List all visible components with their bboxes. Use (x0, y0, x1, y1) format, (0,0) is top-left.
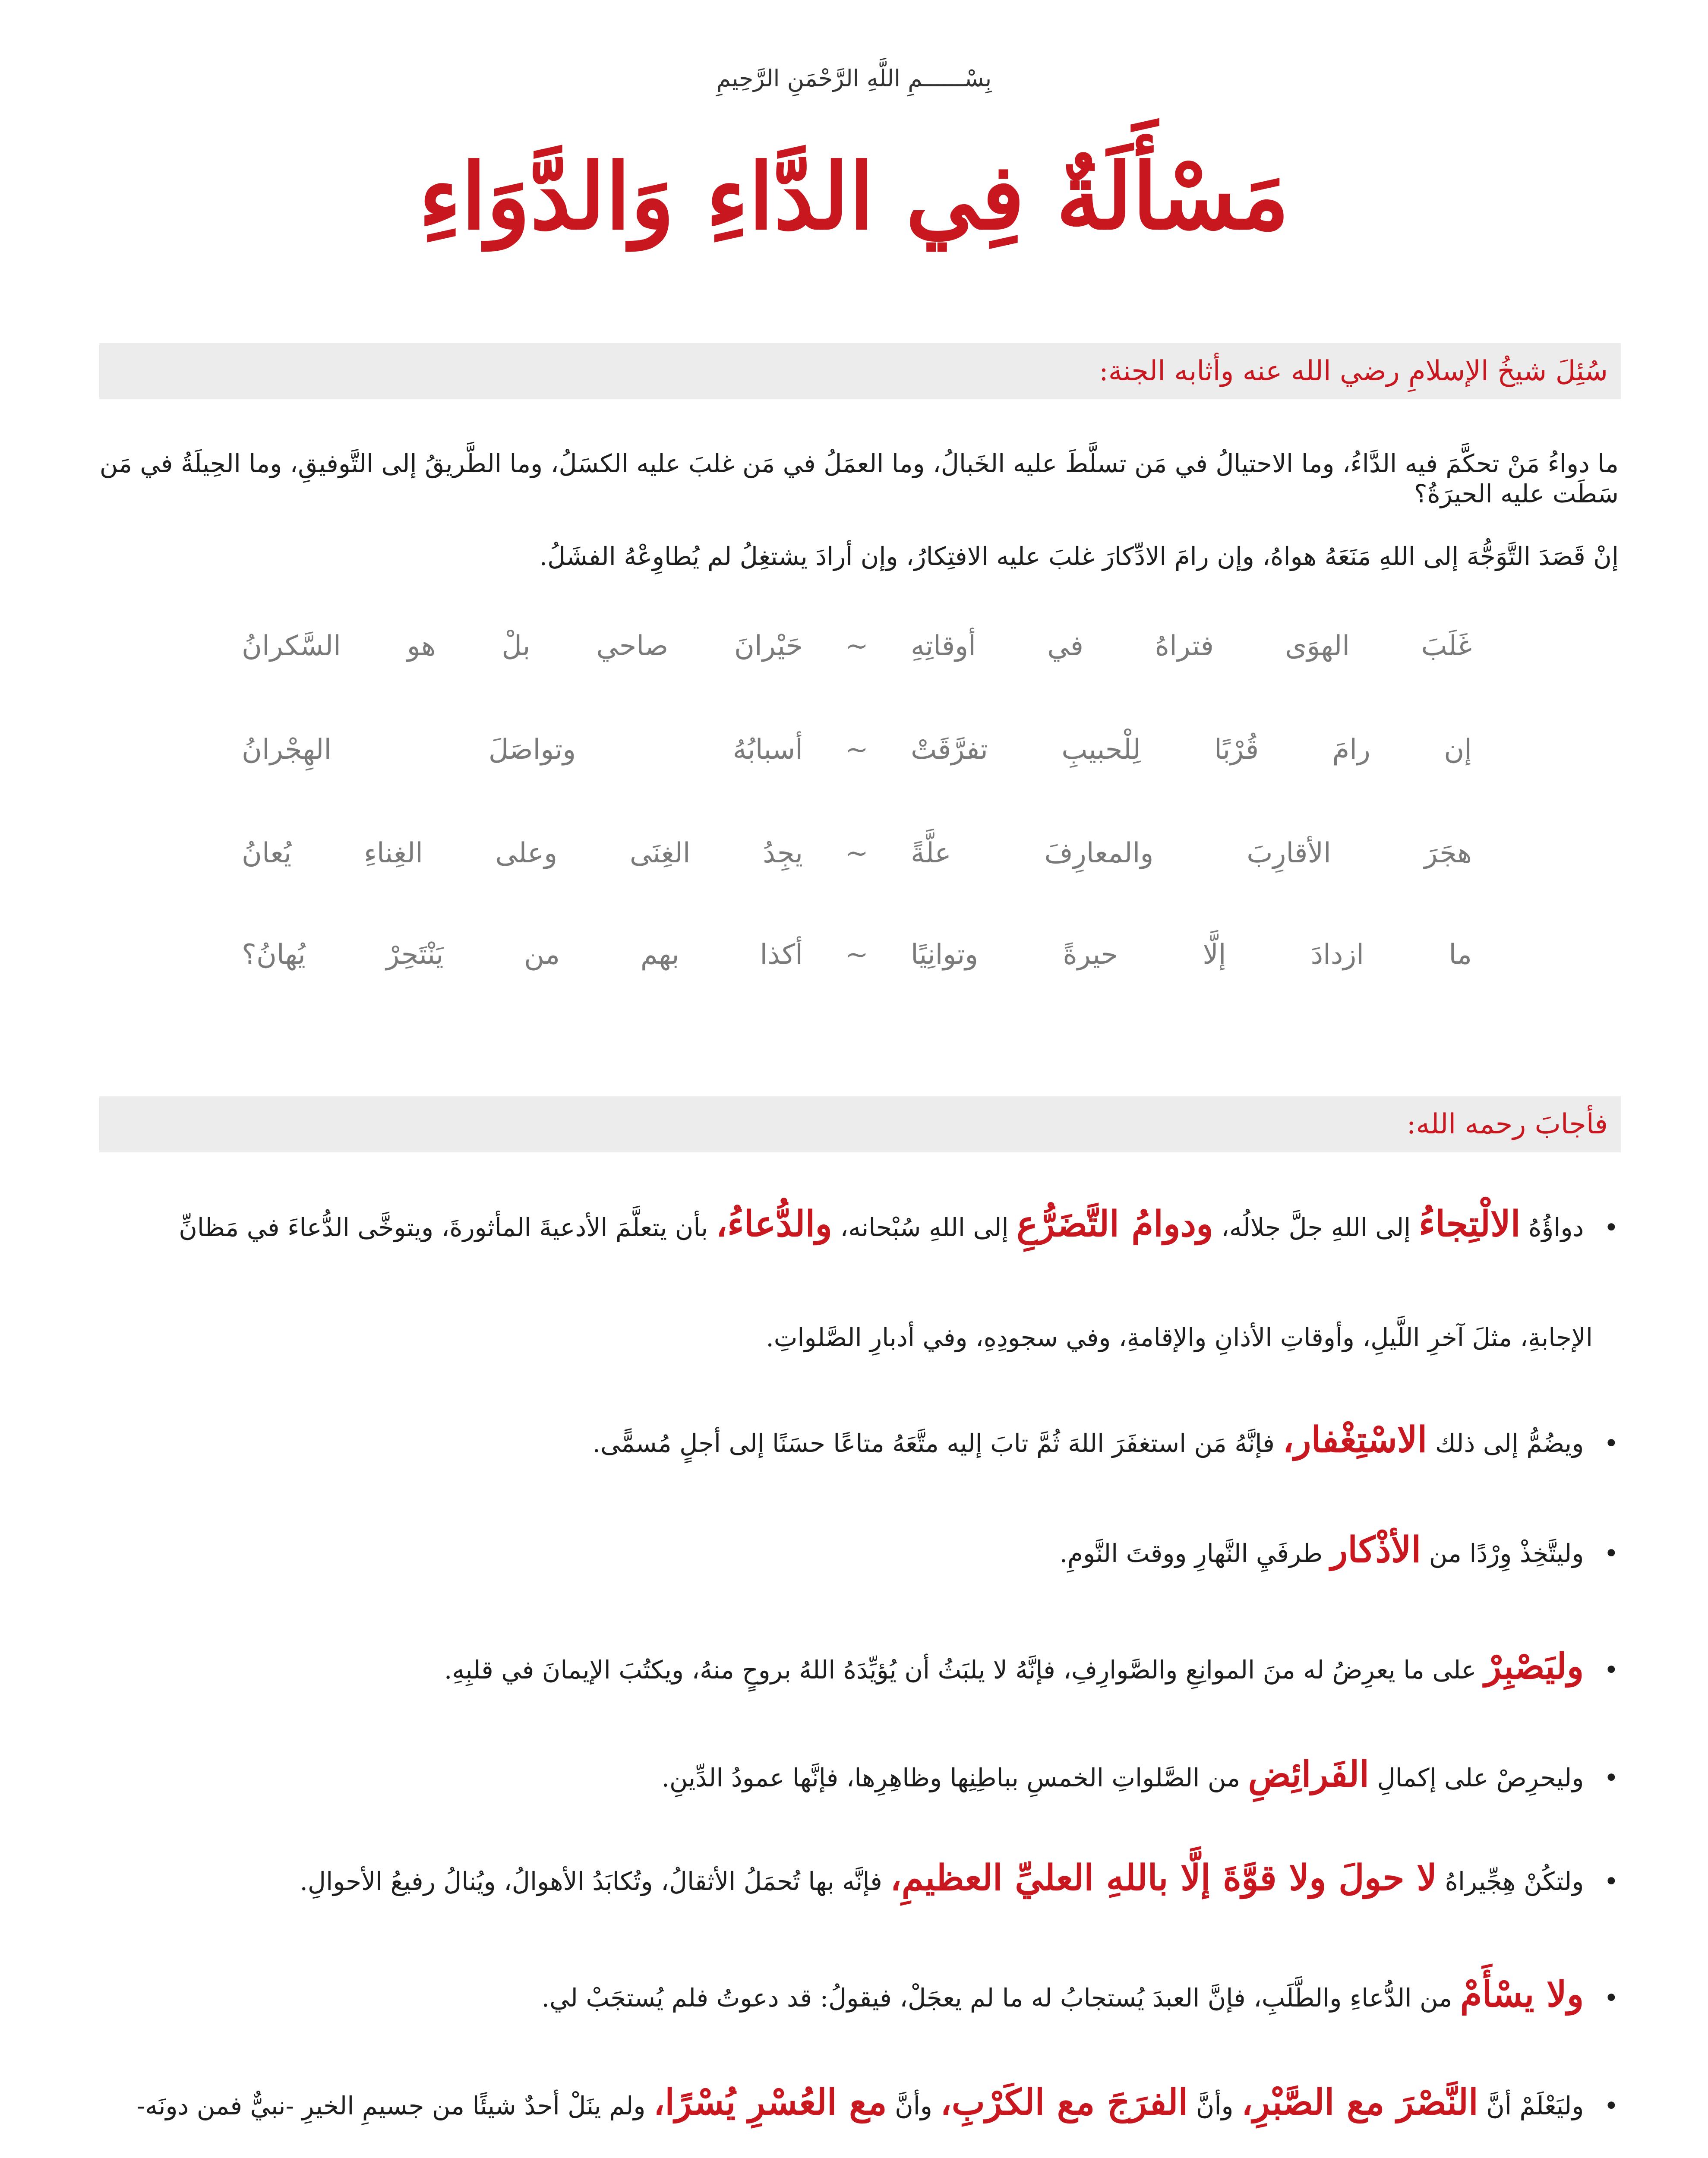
verse-first-hemistich: هجَرَ الأقارِبَ والمعارِفَ علَّةً (911, 837, 1472, 869)
question-heading-band (99, 343, 1621, 399)
bullet-icon: • (1604, 2091, 1619, 2120)
poem-verse-3 (242, 837, 1472, 880)
answer-item-8 (99, 2080, 1619, 2125)
answer-heading: فأجابَ رحمه الله: (1406, 1108, 1608, 1140)
question-line-1: ما دواءُ مَنْ تحكَّمَ فيه الدَّاءُ، وما الاحتيالُ في مَن تسلَّطَ عليه الخَبالُ، وما العمَلُ في مَن غلبَ عليه الكسَلُ، وما الطَّريقُ إلى التَّوفيقِ، وما الحِيلَةُ في مَن سَطَت عليه الحيرَةُ؟ (99, 449, 1619, 508)
bullet-icon: • (1604, 1983, 1619, 2013)
item-text: فإنَّه بها تُحمَلُ الأثقالُ، وتُكابَدُ الأهوالُ، ويُنالُ رفيعُ الأحوالِ. (300, 1867, 882, 1896)
answer-item-1-continuation: الإجابةِ، مثلَ آخرِ اللَّيلِ، وأوقاتِ الأذانِ والإقامةِ، وفي سجودِهِ، وفي أدبارِ الصَّلواتِ. (766, 1323, 1593, 1352)
item-text: دواؤُهُ (1528, 1213, 1584, 1242)
bullet-icon: • (1604, 1655, 1619, 1685)
highlight-text: الالْتِجاءُ (1418, 1203, 1521, 1245)
answer-item-3 (99, 1528, 1619, 1572)
answer-heading-band (99, 1096, 1621, 1152)
page-title: مَسْأَلَةٌ فِي الدَّاءِ وَالدَّوَاءِ (418, 143, 1290, 250)
bullet-icon: • (1604, 1763, 1619, 1792)
highlight-text: الأذْكار (1330, 1529, 1421, 1571)
item-text: إلى اللهِ سُبْحانه، (840, 1213, 1009, 1242)
verse-first-hemistich: غَلَبَ الهوَى فتراهُ في أوقاتِهِ (911, 630, 1472, 662)
verse-separator: ~ (845, 630, 868, 662)
answer-item-7 (99, 1972, 1619, 2017)
verse-second-hemistich: حَيْرانَ صاحي بلْ هو السَّكرانُ (242, 630, 803, 662)
bullet-icon: • (1604, 1213, 1619, 1242)
question-line-2: إنْ قَصَدَ التَّوَجُّهَ إلى اللهِ مَنَعَهُ هواهُ، وإن رامَ الادِّكارَ غلبَ عليه الافتِكارُ، وإن أرادَ يشتغِلُ لم يُطاوِعْهُ الفشَلُ. (539, 542, 1619, 571)
item-text: فإنَّهُ مَن استغفَرَ اللهَ ثُمَّ تابَ إليه متَّعَهُ متاعًا حسَنًا إلى أجلٍ مُسمًّى. (592, 1429, 1275, 1458)
bullet-icon: • (1604, 1867, 1619, 1896)
item-text: بأن يتعلَّمَ الأدعيةَ المأثورةَ، ويتوخَّى الدُّعاءَ في مَظانِّ (179, 1213, 708, 1242)
item-text: طرفَيِ النَّهارِ ووقتَ النَّومِ. (1059, 1539, 1323, 1568)
bullet-icon: • (1604, 1429, 1619, 1458)
highlight-text: ولا يسْأَمْ (1460, 1974, 1584, 2015)
highlight-text: الفرَجَ مع الكَرْبِ، (940, 2082, 1188, 2123)
answer-item-5 (99, 1752, 1619, 1797)
item-text: ولتكُنْ هِجِّيراهُ (1445, 1867, 1584, 1896)
answer-item-1 (99, 1202, 1619, 1246)
verse-second-hemistich: أكذا بهم من يَنْتَحِرْ يُهانُ؟ (242, 939, 803, 971)
highlight-text: الفَرائِضِ (1248, 1754, 1370, 1795)
item-text: من الدُّعاءِ والطَّلَبِ، فإنَّ العبدَ يُستجابُ له ما لم يعجَلْ، فيقولُ: قد دعوتُ فلم يُستجَبْ لي. (541, 1983, 1452, 2013)
highlight-text: وليَصْبِرْ (1484, 1646, 1584, 1687)
highlight-text: النَّصْرَ مع الصَّبْرِ، (1241, 2082, 1478, 2123)
item-text: وليحرِصْ على إكمالِ (1377, 1763, 1584, 1792)
verse-separator: ~ (845, 939, 868, 971)
verse-separator: ~ (845, 734, 868, 766)
item-text: ولم ينَلْ أحدٌ شيئًا من جسيمِ الخيرِ -نبيٌّ فمن دونَه- (136, 2091, 646, 2120)
verse-separator: ~ (845, 837, 868, 869)
answer-item-4 (99, 1644, 1619, 1689)
verse-first-hemistich: إن رامَ قُرْبًا لِلْحبيبِ تفرَّقَتْ (911, 734, 1472, 766)
question-heading: سُئِلَ شيخُ الإسلامِ رضي الله عنه وأثابه الجنة: (1099, 355, 1608, 387)
item-text: وأنَّ (1196, 2091, 1234, 2120)
poem-verse-2 (242, 734, 1472, 777)
verse-second-hemistich: يجِدُ الغِنَى وعلى الغِناءِ يُعانُ (242, 837, 803, 869)
highlight-text: لا حولَ ولا قوَّةَ إلَّا باللهِ العليِّ العظيمِ، (890, 1857, 1437, 1899)
item-text: من الصَّلواتِ الخمسِ بباطِنِها وظاهِرِها، فإنَّها عمودُ الدِّينِ. (661, 1763, 1241, 1792)
item-text: وليتَّخِذْ وِرْدًا من (1429, 1539, 1584, 1568)
poem-verse-1 (242, 630, 1472, 673)
item-text: إلى اللهِ جلَّ جلالُه، (1221, 1213, 1411, 1242)
answer-item-6 (99, 1856, 1619, 1900)
item-text: وأنَّ (895, 2091, 932, 2120)
item-text: وليَعْلَمْ أنَّ (1486, 2091, 1584, 2120)
highlight-text: والدُّعاءُ، (716, 1203, 832, 1245)
basmala: بِسْــــــمِ اللَّهِ الرَّحْمَنِ الرَّحِيمِ (716, 65, 992, 92)
highlight-text: مع العُسْرِ يُسْرًا، (653, 2082, 887, 2123)
answer-item-2 (99, 1418, 1619, 1462)
item-text: ويضُمُّ إلى ذلك (1435, 1429, 1584, 1458)
highlight-text: ودوامُ التَّضَرُّعِ (1017, 1203, 1213, 1245)
highlight-text: الاسْتِغْفار، (1282, 1419, 1427, 1461)
verse-first-hemistich: ما ازدادَ إلَّا حيرةً وتوانِيًا (911, 939, 1472, 971)
poem-verse-4 (242, 939, 1472, 982)
bullet-icon: • (1604, 1539, 1619, 1568)
verse-second-hemistich: أسبابُهُ وتواصَلَ الهِجْرانُ (242, 734, 803, 766)
item-text: على ما يعرِضُ له منَ الموانِعِ والصَّوارِفِ، فإنَّهُ لا يلبَثُ أن يُؤيِّدَهُ اللهُ بروحٍ منهُ، ويكتُبَ الإيمانَ في قلبِهِ. (444, 1655, 1477, 1685)
